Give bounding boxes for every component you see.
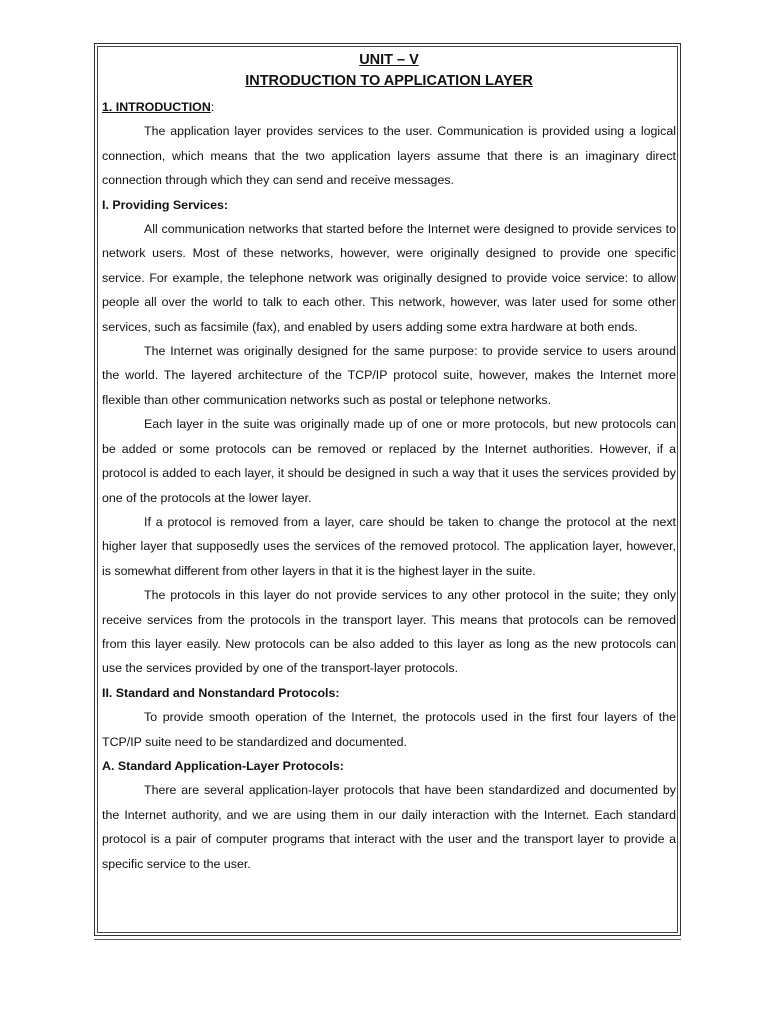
app-layer-protocols-paragraph: There are several application-layer protocols that have been standardized and documented by the Internet authority, and we are using them in our daily interaction with the Internet. Each standard protocol is a pair of computer programs that interact with the user and the transport layer to provide a specific service to the user. [102, 783, 676, 871]
app-layer-protocols-heading: A. Standard Application-Layer Protocols: [102, 758, 344, 773]
intro-heading: 1. INTRODUCTION [102, 100, 211, 114]
main-title: INTRODUCTION TO APPLICATION LAYER [245, 73, 533, 89]
standard-protocols-heading: II. Standard and Nonstandard Protocols: [102, 685, 340, 700]
providing-services-paragraph-2: The Internet was originally designed for the same purpose: to provide service to users around the world. The layered architecture of the TCP/IP protocol suite, however, makes the Internet more flexible than other communication networks such as postal or telephone networks. [102, 344, 676, 407]
standard-protocols-paragraph: To provide smooth operation of the Internet, the protocols used in the first four layers of the TCP/IP suite need to be standardized and documented. [102, 710, 676, 749]
providing-services-paragraph-3: Each layer in the suite was originally made up of one or more protocols, but new protocols can be added or some protocols can be removed or replaced by the Internet authorities. However, if a protocol is added to each layer, it should be designed in such a way that it uses the services provided by one of the protocols at the lower layer. [102, 417, 676, 505]
unit-title: UNIT – V [359, 52, 419, 68]
intro-heading-line [102, 95, 676, 119]
bottom-rule [94, 939, 681, 940]
providing-services-paragraph-5: The protocols in this layer do not provide services to any other protocol in the suite; they only receive services from the protocols in the transport layer. This means that protocols can be removed from this layer easily. New protocols can be also added to this layer as long as the new protocols can use the services provided by one of the transport-layer protocols. [102, 588, 676, 676]
intro-colon: : [210, 100, 215, 114]
providing-services-paragraph-1: All communication networks that started before the Internet were designed to provide services to network users. Most of these networks, however, were originally designed to provide one specific service. For example, the telephone network was originally designed to provide voice service: to allow people all over the world to talk to each other. This network, however, was later used for some other services, such as facsimile (fax), and enabled by users adding some extra hardware at both ends. [102, 222, 676, 334]
intro-paragraph: The application layer provides services to the user. Communication is provided using a logical connection, which means that the two application layers assume that there is an imaginary direct connection through which they can send and receive messages. [102, 124, 676, 188]
providing-services-heading: I. Providing Services: [102, 197, 229, 212]
providing-services-paragraph-4: If a protocol is removed from a layer, care should be taken to change the protocol at the next higher layer that supposedly uses the services of the removed protocol. The application layer, however, is somewhat different from other layers in that it is the highest layer in the suite. [102, 514, 676, 578]
document-body [102, 50, 676, 876]
